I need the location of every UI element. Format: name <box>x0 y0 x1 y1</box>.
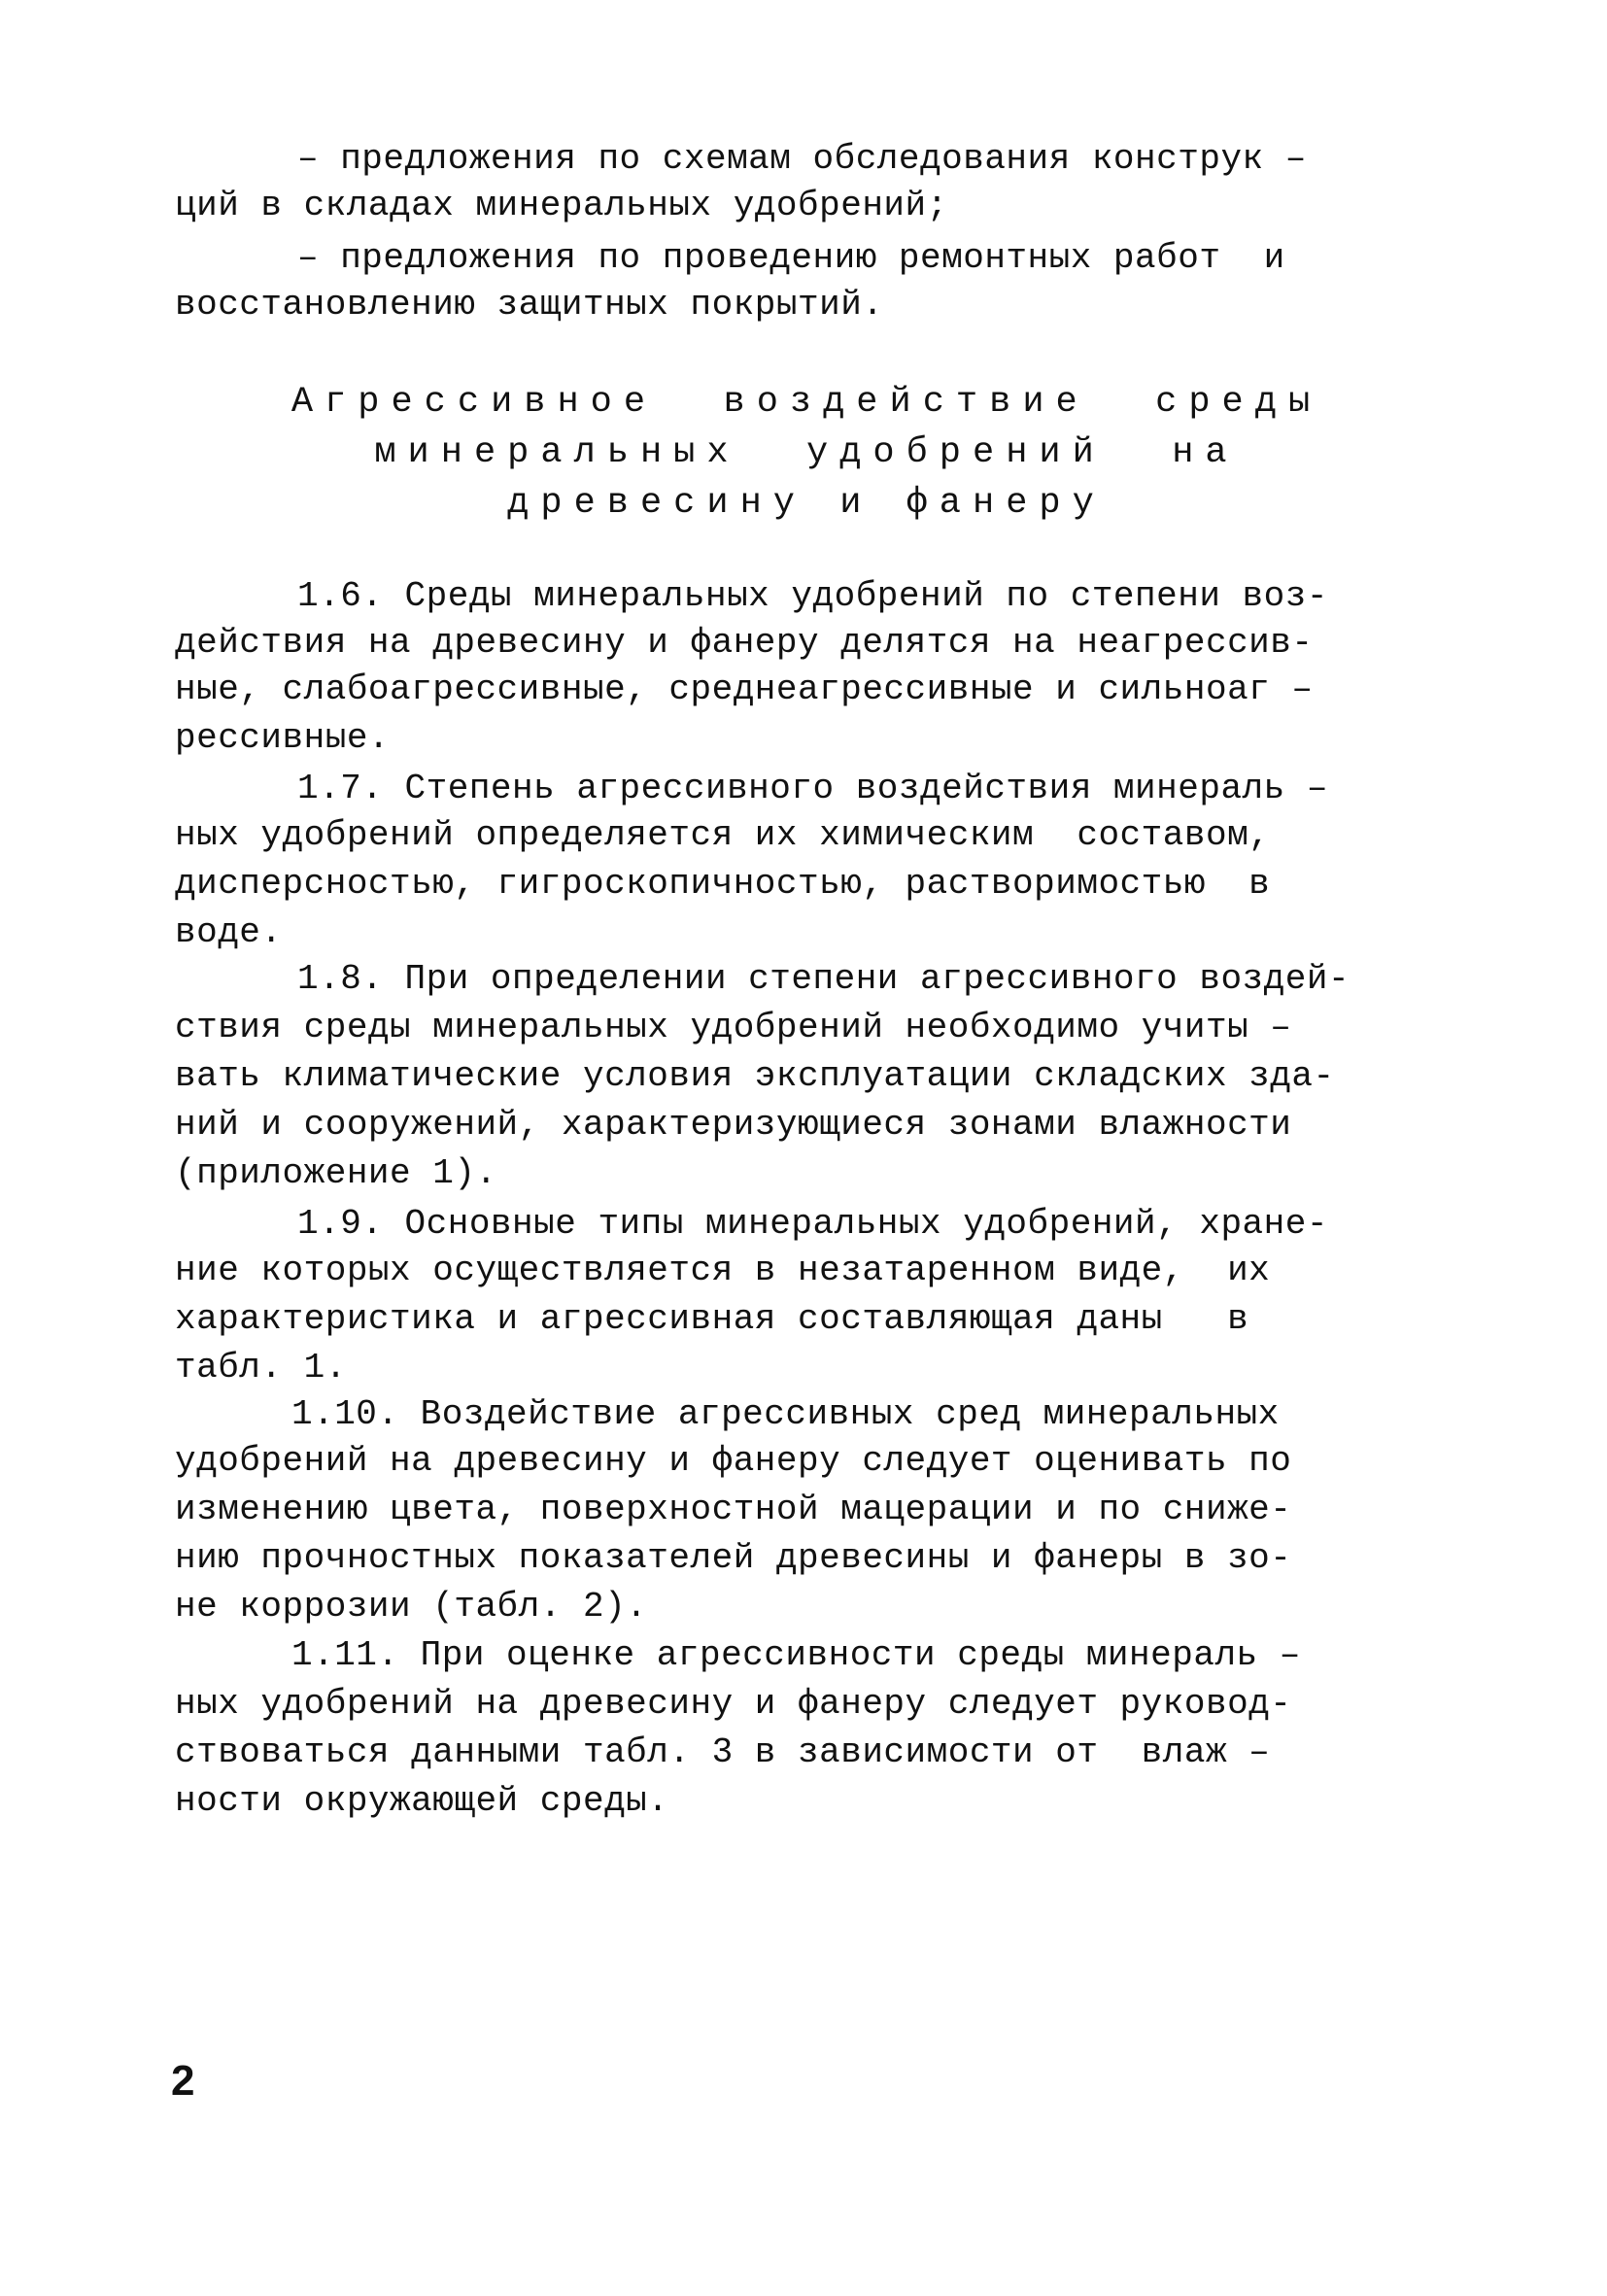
paragraph-1-7-line-4: воде. <box>175 912 283 952</box>
paragraph-1-7-line-3: дисперсностью, гигроскопичностью, растворимостью в <box>175 864 1271 904</box>
paragraph-1-7-line-2: ных удобрений определяется их химическим составом, <box>175 815 1271 855</box>
paragraph-1-9-line-2: ние которых осуществляется в незатаренном виде, их <box>175 1251 1271 1290</box>
intro-list-item-2-line-2: восстановлению защитных покрытий. <box>175 285 884 325</box>
paragraph-1-10-line-3: изменению цвета, поверхностной мацерации и по сниже- <box>175 1490 1292 1529</box>
paragraph-1-10-line-2: удобрений на древесину и фанеру следует оценивать по <box>175 1441 1292 1481</box>
paragraph-1-8-line-5: (приложение 1). <box>175 1153 497 1193</box>
section-heading-line-2: минеральных удобрений на <box>374 432 1239 473</box>
paragraph-1-7-line-1: 1.7. Степень агрессивного воздействия минераль – <box>297 769 1328 808</box>
paragraph-1-6-line-2: действия на древесину и фанеру делятся на неагрессив- <box>175 623 1314 663</box>
paragraph-1-10-line-1: 1.10. Воздействие агрессивных сред минеральных <box>291 1394 1280 1434</box>
paragraph-1-6-line-1: 1.6. Среды минеральных удобрений по степени воз- <box>297 576 1328 616</box>
paragraph-1-9-line-3: характеристика и агрессивная составляющая даны в <box>175 1299 1249 1339</box>
paragraph-1-8-line-2: ствия среды минеральных удобрений необходимо учиты – <box>175 1008 1292 1047</box>
paragraph-1-11-line-1: 1.11. При оценке агрессивности среды минераль – <box>291 1635 1301 1675</box>
intro-list-item-1-line-1: – предложения по схемам обследования конструк – <box>297 139 1307 179</box>
page-number: 2 <box>171 2057 195 2105</box>
paragraph-1-11-line-4: ности окружающей среды. <box>175 1781 669 1821</box>
paragraph-1-11-line-3: ствоваться данными табл. 3 в зависимости от влаж – <box>175 1732 1271 1772</box>
paragraph-1-6-line-4: рессивные. <box>175 718 391 758</box>
section-heading-line-1: Агрессивное воздействие среды <box>291 382 1322 423</box>
paragraph-1-8-line-3: вать климатические условия эксплуатации складских зда- <box>175 1056 1335 1096</box>
paragraph-1-8-line-4: ний и сооружений, характеризующиеся зонами влажности <box>175 1105 1292 1145</box>
paragraph-1-8-line-1: 1.8. При определении степени агрессивного воздей- <box>297 959 1351 999</box>
paragraph-1-9-line-1: 1.9. Основные типы минеральных удобрений, хране- <box>297 1204 1328 1244</box>
paragraph-1-6-line-3: ные, слабоагрессивные, среднеагрессивные и сильноаг – <box>175 669 1314 709</box>
intro-list-item-2-line-1: – предложения по проведению ремонтных работ и <box>297 238 1285 278</box>
paragraph-1-10-line-5: не коррозии (табл. 2). <box>175 1587 648 1627</box>
paragraph-1-11-line-2: ных удобрений на древесину и фанеру следует руковод- <box>175 1684 1292 1724</box>
paragraph-1-10-line-4: нию прочностных показателей древесины и фанеры в зо- <box>175 1538 1292 1578</box>
intro-list-item-1-line-2: ций в складах минеральных удобрений; <box>175 186 948 225</box>
section-heading-line-3: древесину и фанеру <box>507 483 1106 524</box>
paragraph-1-9-line-4: табл. 1. <box>175 1348 347 1388</box>
